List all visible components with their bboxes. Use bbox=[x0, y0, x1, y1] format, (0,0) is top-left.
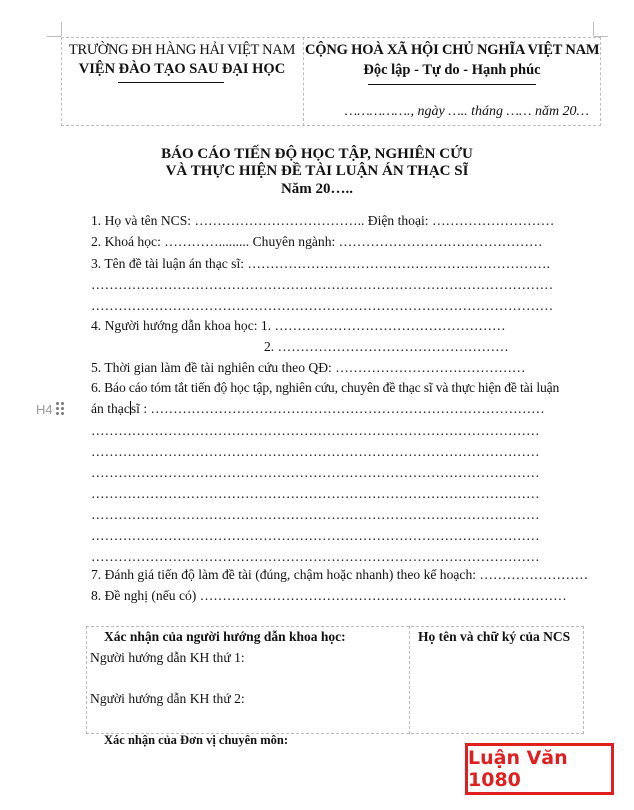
institution-underline bbox=[118, 82, 224, 83]
drag-handle-icon[interactable] bbox=[56, 402, 64, 417]
field-thesis-title: 3. Tên đề tài luận án thạc sĩ: …………………………………………………………. bbox=[91, 256, 550, 271]
report-year: Năm 20….. bbox=[280, 181, 354, 197]
report-title-line2: VÀ THỰC HIỆN ĐỀ TÀI LUẬN ÁN THẠC SĨ bbox=[165, 163, 469, 179]
dots-row: ……………………………………………………………………………………… bbox=[91, 549, 540, 564]
field-proposal: 8. Đề nghị (nếu có) ……………………………………………………………………… bbox=[91, 588, 567, 603]
field-progress-report-cont[interactable] bbox=[91, 401, 545, 417]
date-line: ……………., ngày ….. tháng …… năm 20… bbox=[344, 104, 589, 119]
heading-style-marker[interactable]: H4 bbox=[36, 402, 53, 417]
unit-confirmation-heading: Xác nhận của Đơn vị chuyên môn: bbox=[104, 733, 289, 747]
watermark-stamp bbox=[465, 743, 614, 795]
advisor-confirmation-heading: Xác nhận của người hướng dẫn khoa học: bbox=[104, 629, 346, 644]
crop-mark-top-left bbox=[61, 22, 62, 36]
field-research-period: 5. Thời gian làm đề tài nghiên cứu theo QĐ: …………………………………… bbox=[91, 360, 526, 375]
header-table-divider bbox=[303, 37, 304, 126]
institution-line1: TRƯỜNG ĐH HÀNG HẢI VIỆT NAM bbox=[68, 42, 296, 58]
field-advisor-2: 2. …………………………………………… bbox=[264, 339, 509, 354]
nation-motto: Độc lập - Tự do - Hạnh phúc bbox=[363, 62, 541, 78]
dots-row: ……………………………………………………………………………………… bbox=[91, 444, 540, 459]
advisor-2-label: Người hướng dẫn KH thứ 2: bbox=[90, 691, 245, 706]
student-signature-heading: Họ tên và chữ ký của NCS bbox=[418, 629, 571, 644]
dots-row: ……………………………………………………………………………………… bbox=[91, 528, 540, 543]
dots-row: ……………………………………………………………………………………… bbox=[91, 507, 540, 522]
crop-mark-top-right bbox=[593, 22, 594, 36]
institution-line2: VIỆN ĐÀO TẠO SAU ĐẠI HỌC bbox=[78, 61, 286, 77]
report-title-line1: BÁO CÁO TIẾN ĐỘ HỌC TẬP, NGHIÊN CỨU bbox=[161, 146, 473, 162]
dots-row: ……………………………………………………………………………………… bbox=[91, 465, 540, 480]
dots-row: ……………………………………………………………………………………… bbox=[91, 423, 540, 438]
field-advisor-1: 4. Người hướng dẫn khoa học: 1. …………………………………………… bbox=[91, 318, 506, 333]
dots-row: ……………………………………………………………………………………… bbox=[91, 486, 540, 501]
watermark-text: Luận Văn 1080 bbox=[468, 747, 568, 791]
field-progress-report: 6. Báo cáo tóm tắt tiến độ học tập, nghiên cứu, chuyên đề thạc sĩ và thực hiện đề tài luận bbox=[91, 380, 560, 395]
crop-mark-top-left-h bbox=[47, 36, 61, 37]
field-course-major: 2. Khoá học: …………......... Chuyên ngành: ……………………………………… bbox=[91, 234, 543, 249]
progress-report-cont-post: sĩ : …………………………………………………………………………… bbox=[130, 401, 545, 416]
progress-report-cont-pre: án thạc bbox=[91, 401, 130, 416]
field-name-phone: 1. Họ và tên NCS: ……………………………….. Điện thoại: ……………………… bbox=[91, 213, 555, 228]
motto-underline bbox=[368, 84, 536, 85]
field-thesis-title-cont1: ………………………………………………………………………………………… bbox=[91, 277, 554, 292]
field-progress-evaluation: 7. Đánh giá tiến độ làm đề tài (đúng, chậm hoặc nhanh) theo kế hoạch: …………………… bbox=[91, 567, 589, 582]
nation-title: CỘNG HOÀ XÃ HỘI CHỦ NGHĨA VIỆT NAM bbox=[305, 42, 600, 58]
advisor-1-label: Người hướng dẫn KH thứ 1: bbox=[90, 650, 245, 665]
confirmation-table-divider bbox=[409, 626, 410, 734]
field-thesis-title-cont2: ………………………………………………………………………………………… bbox=[91, 298, 554, 313]
